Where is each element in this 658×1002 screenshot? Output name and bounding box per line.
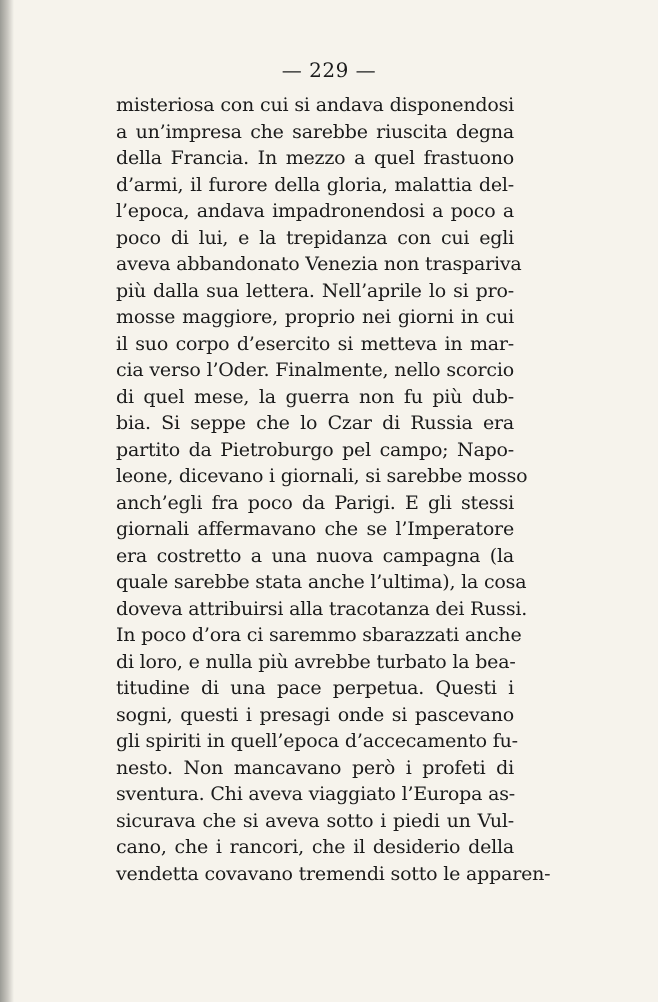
text-line: In poco d’ora ci saremmo sbarazzati anche: [116, 624, 522, 646]
text-line: aveva abbandonato Venezia non traspariva: [116, 253, 522, 275]
text-line: sventura. Chi aveva viaggiato l’Europa as-: [116, 783, 515, 805]
text-line: mosse maggiore, proprio nei giorni in cui: [116, 306, 514, 328]
text-line: vendetta covavano tremendi sotto le apparen-: [116, 862, 551, 885]
text-line: nesto. Non mancavano però i profeti di: [116, 756, 514, 779]
text-line: sogni, questi i presagi onde si pascevano: [116, 703, 514, 726]
text-line: cia verso l’Oder. Finalmente, nello scorcio: [116, 359, 514, 381]
body-text: [116, 92, 551, 887]
page-number: — 229 —: [281, 58, 377, 82]
text-line: quale sarebbe stata anche l’ultima), la cosa: [116, 571, 527, 593]
text-line: doveva attribuirsi alla tracotanza dei Russi.: [116, 597, 528, 620]
text-line: gli spiriti in quell’epoca d’accecamento fu-: [116, 730, 518, 752]
text-line: di loro, e nulla più avrebbe turbato la bea-: [116, 650, 516, 673]
text-line: giornali affermavano che se l’Imperatore: [116, 518, 514, 540]
text-line: d’armi, il furore della gloria, malattia del-: [116, 173, 514, 196]
text-line: il suo corpo d’esercito si metteva in mar-: [116, 332, 514, 355]
text-line: della Francia. In mezzo a quel frastuono: [116, 147, 514, 169]
text-line: partito da Pietroburgo pel campo; Napo-: [116, 438, 514, 461]
text-line: più dalla sua lettera. Nell’aprile lo si pro-: [116, 279, 514, 302]
text-line: bia. Si seppe che lo Czar di Russia era: [116, 412, 514, 434]
text-line: anch’egli fra poco da Parigi. E gli stessi: [116, 491, 514, 514]
text-line: titudine di una pace perpetua. Questi i: [116, 677, 514, 699]
text-line: cano, che i rancori, che il desiderio della: [116, 836, 514, 858]
text-line: poco di lui, e la trepidanza con cui egli: [116, 226, 514, 249]
text-line: di quel mese, la guerra non fu più dub-: [116, 385, 514, 408]
text-line: sicurava che si aveva sotto i piedi un Vul-: [116, 809, 514, 832]
text-line: leone, dicevano i giornali, si sarebbe mosso: [116, 465, 528, 487]
text-line: era costretto a una nuova campagna (la: [116, 544, 514, 567]
text-line: l’epoca, andava impadronendosi a poco a: [116, 200, 514, 222]
text-line: a un’impresa che sarebbe riuscita degna: [116, 120, 514, 143]
page-spine-shadow: [0, 0, 14, 1002]
text-line: misteriosa con cui si andava disponendosi: [116, 94, 514, 116]
